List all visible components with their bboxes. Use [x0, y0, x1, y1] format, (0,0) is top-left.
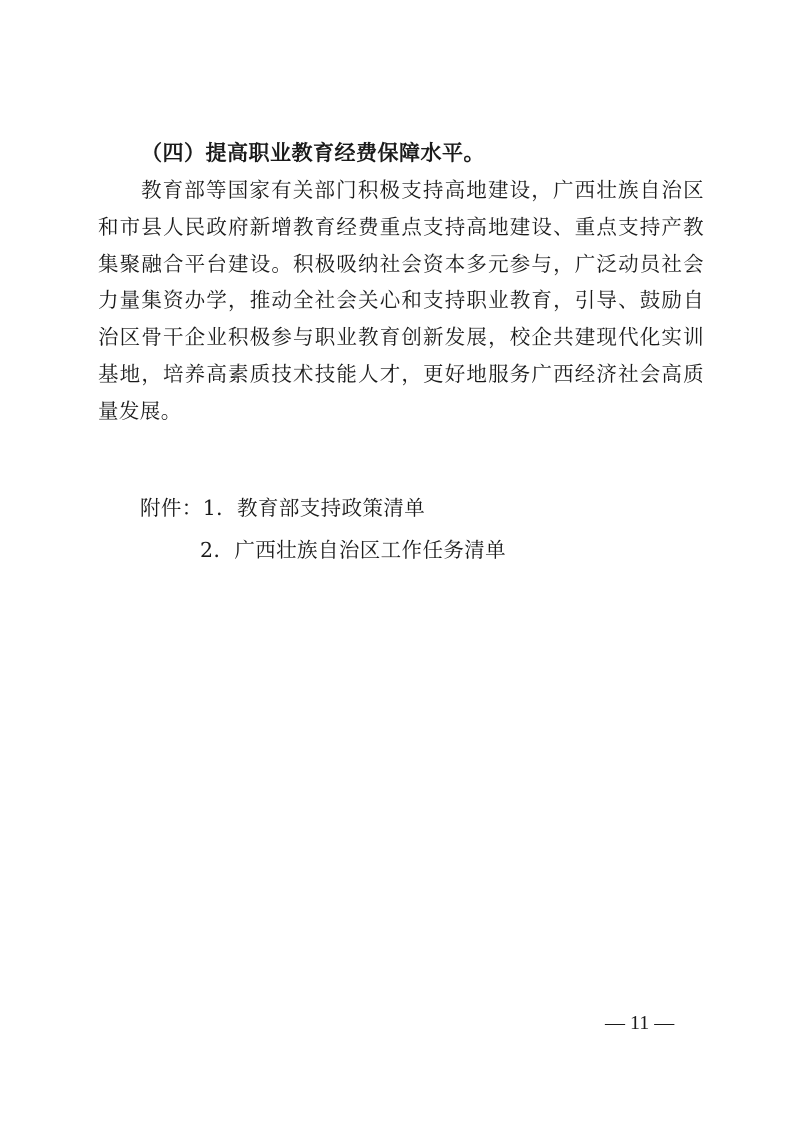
page-number: — 11 — [605, 1012, 675, 1034]
section-heading: （四）提高职业教育经费保障水平。 [141, 140, 485, 165]
body-paragraph: 教育部等国家有关部门积极支持高地建设，广西壮族自治区和市县人民政府新增教育经费重点支持高地建设、重点支持产教集聚融合平台建设。积极吸纳社会资本多元参与，广泛动员社会力量集资办学，推动全社会关心和支持职业教育，引导、鼓励自治区骨干企业积极参与职业教育创新发展，校企共建现代化实训基地，培养高素质技术技能人才，更好地服务广西经济社会高质量发展。 [98, 178, 704, 423]
attachment-item-1: 附件：1．教育部支持政策清单 [140, 496, 426, 520]
attachment-item-2: 2．广西壮族自治区工作任务清单 [200, 538, 507, 562]
